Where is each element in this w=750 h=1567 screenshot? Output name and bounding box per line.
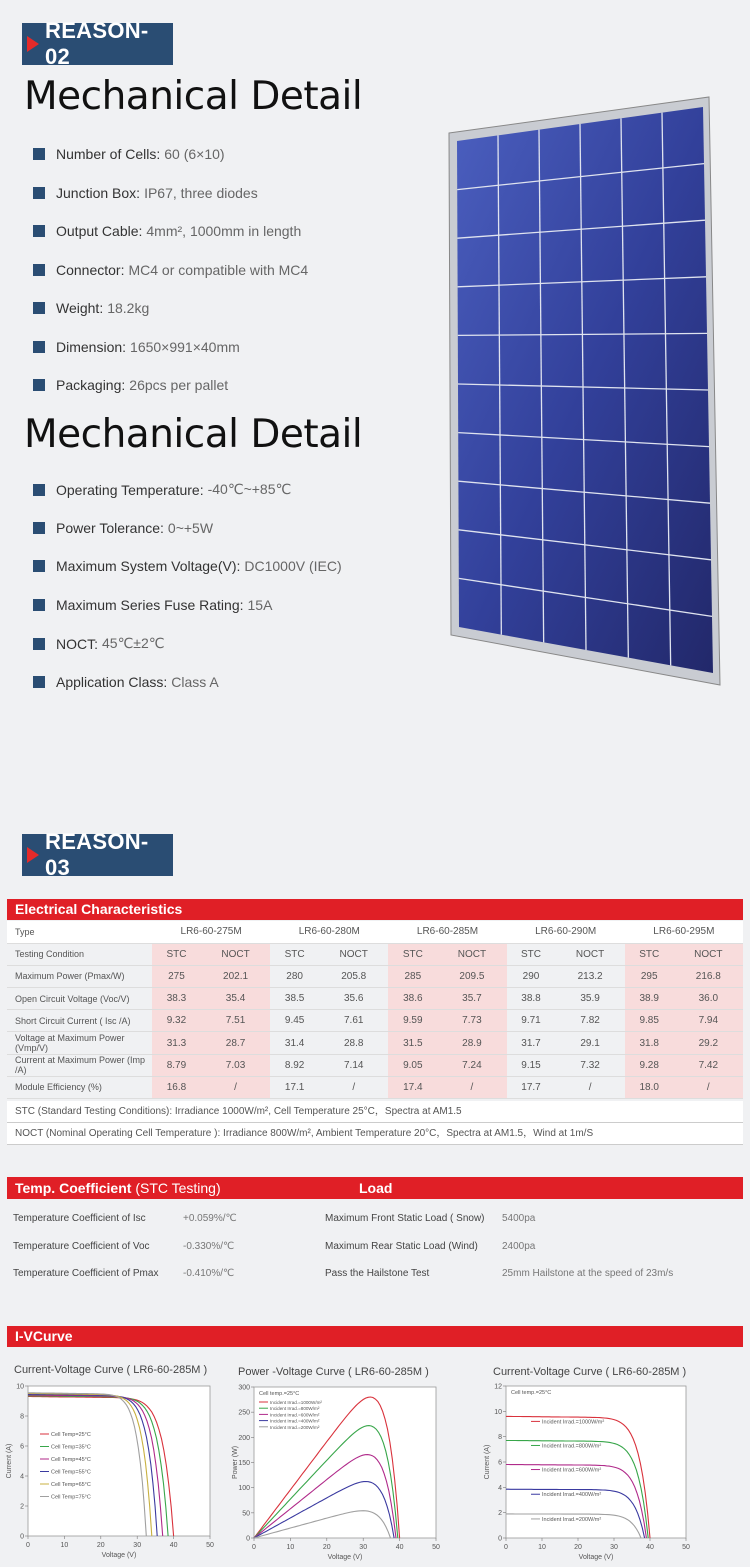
table-row (7, 1032, 743, 1054)
table-cell: 7.51 (201, 1010, 270, 1032)
table-cell: 38.5 (270, 988, 319, 1010)
temp-coef-label: Temperature Coefficient of Isc (13, 1213, 146, 1224)
table-cell: 290 (507, 965, 556, 987)
x-tick-label: 50 (432, 1544, 440, 1551)
bullet-icon (33, 302, 45, 314)
y-axis-label: Current (A) (6, 1443, 13, 1479)
legend-label: Incident Irrad.=200W/m² (542, 1516, 602, 1523)
spec-value: MC4 or compatible with MC4 (128, 261, 309, 278)
x-tick-label: 50 (682, 1544, 690, 1551)
table-cell: 18.0 (625, 1076, 674, 1098)
table-row (7, 988, 743, 1010)
x-tick-label: 0 (26, 1542, 30, 1549)
model-name: LR6-60-285M (388, 921, 506, 943)
bullet-icon (33, 187, 45, 199)
reason-02-badge (22, 18, 173, 69)
y-tick-label: 2 (498, 1510, 502, 1518)
table-cell: 35.6 (319, 988, 388, 1010)
x-tick-label: 40 (395, 1544, 404, 1551)
spec-value: 4mm², 1000mm in length (146, 223, 302, 239)
spec-label: Dimension: (56, 338, 127, 355)
table-cell: STC (625, 943, 674, 965)
y-tick-label: 6 (20, 1443, 24, 1451)
spec-value: IP67, three diodes (144, 184, 258, 201)
spec-item (33, 377, 228, 393)
bullet-icon (33, 148, 45, 160)
plot-area (506, 1386, 686, 1538)
spec-label: Maximum Series Fuse Rating: (56, 596, 244, 613)
table-cell: 17.1 (270, 1076, 319, 1098)
spec-item (33, 597, 272, 613)
y-tick-label: 150 (238, 1460, 250, 1467)
table-cell: 9.32 (152, 1010, 201, 1032)
x-tick-label: 50 (206, 1542, 214, 1549)
table-row (7, 943, 743, 965)
table-cell: 35.9 (555, 988, 624, 1010)
temp-coef-value: -0.410%/℃ (183, 1268, 235, 1279)
table-cell: NOCT (555, 943, 624, 965)
load-value: 25mm Hailstone at the speed of 23m/s (502, 1268, 674, 1279)
row-label: Module Efficiency (%) (7, 1076, 152, 1098)
reason-02-label: REASON- 02 (45, 18, 149, 69)
spec-value: Class A (171, 673, 219, 690)
table-cell: 8.79 (152, 1054, 201, 1076)
mechanical-detail-title-2: Mechanical Detail (24, 412, 363, 457)
table-cell: 205.8 (319, 965, 388, 987)
legend-label: Cell Temp=45°C (51, 1457, 91, 1463)
load-label: Maximum Rear Static Load (Wind) (325, 1240, 478, 1252)
spec-value: DC1000V (IEC) (244, 558, 342, 574)
load-title: Load (359, 1180, 393, 1196)
legend-label: Cell Temp=55°C (51, 1469, 91, 1476)
x-tick-label: 10 (60, 1542, 69, 1549)
spec-item (33, 300, 149, 316)
legend-label: Incident Irrad.=800W/m² (542, 1443, 602, 1450)
spec-item (33, 558, 342, 574)
table-cell: 17.4 (388, 1076, 437, 1098)
table-cell: STC (507, 943, 556, 965)
table-cell: 9.59 (388, 1010, 437, 1032)
bullet-icon (33, 379, 45, 391)
table-cell: 31.3 (152, 1032, 201, 1054)
bullet-icon (33, 560, 45, 572)
table-cell: 7.94 (674, 1010, 743, 1032)
row-label: Short Circuit Current ( Isc /A) (7, 1010, 152, 1032)
model-name: LR6-60-280M (270, 921, 388, 943)
table-cell: 216.8 (674, 965, 743, 987)
y-tick-label: 8 (498, 1434, 502, 1442)
spec-item (33, 339, 240, 355)
temp-coef-value: +0.059%/℃ (183, 1213, 237, 1224)
spec-label: Output Cable: (56, 223, 143, 239)
x-tick-label: 20 (574, 1544, 582, 1551)
table-cell: 209.5 (437, 965, 506, 987)
electrical-characteristics-header: Electrical Characteristics (7, 899, 743, 920)
spec-value: 45℃±2℃ (102, 635, 165, 651)
y-tick-label: 10 (494, 1408, 502, 1416)
spec-label: Junction Box: (56, 184, 141, 201)
spec-label: Connector: (56, 261, 125, 278)
reason-03-label: REASON- 03 (45, 829, 149, 880)
table-cell: / (555, 1076, 624, 1098)
y-tick-label: 8 (20, 1413, 24, 1421)
type-label: Type (7, 921, 152, 943)
temp-coef-label: Temperature Coefficient of Voc (13, 1240, 150, 1252)
table-cell: 285 (388, 965, 437, 987)
spec-label: NOCT: (56, 635, 98, 652)
table-cell: 28.7 (201, 1032, 270, 1054)
model-name: LR6-60-275M (152, 921, 270, 943)
row-label: Maximum Power (Pmax/W) (7, 965, 152, 987)
bullet-icon (33, 264, 45, 276)
table-cell: 7.14 (319, 1054, 388, 1076)
spec-value: 60 (6×10) (164, 146, 225, 162)
legend-label: Incident Irrad.=1000W/m² (542, 1419, 605, 1426)
iv-curve-header: I-VCurve (7, 1326, 743, 1347)
legend-label: Incident Irrad.=800W/m² (270, 1406, 320, 1412)
table-cell: 28.8 (319, 1032, 388, 1054)
chart-note: Cell temp.=25°C (511, 1390, 552, 1396)
table-cell: 38.3 (152, 988, 201, 1010)
reason-03-badge (22, 829, 173, 880)
legend-label: Cell Temp=35°C (51, 1444, 91, 1451)
legend-label: Incident Irrad.=1000W/m² (270, 1400, 322, 1405)
bullet-icon (33, 638, 45, 650)
table-cell: 9.05 (388, 1054, 437, 1076)
table-cell: 28.9 (437, 1032, 506, 1054)
x-tick-label: 30 (133, 1542, 142, 1549)
table-cell: 275 (152, 965, 201, 987)
spec-item (33, 262, 308, 278)
spec-label: Maximum System Voltage(V): (56, 558, 241, 574)
table-cell: 295 (625, 965, 674, 987)
load-value: 2400pa (502, 1240, 536, 1252)
y-axis-label: Current (A) (484, 1444, 491, 1480)
x-tick-label: 40 (646, 1544, 654, 1551)
y-tick-label: 4 (20, 1473, 24, 1481)
table-cell: 9.28 (625, 1054, 674, 1076)
arrow-icon (27, 847, 39, 863)
x-tick-label: 10 (286, 1544, 295, 1551)
spec-item (33, 674, 219, 690)
spec-item (33, 223, 301, 239)
spec-value: 18.2kg (107, 300, 150, 316)
table-cell: 38.9 (625, 988, 674, 1010)
table-cell: 31.7 (507, 1032, 556, 1054)
table-cell: 202.1 (201, 965, 270, 987)
row-label: Testing Condition (7, 943, 152, 965)
x-tick-label: 20 (322, 1544, 331, 1551)
spec-label: Power Tolerance: (56, 519, 164, 536)
table-cell: 9.15 (507, 1054, 556, 1076)
chart-power-voltage (228, 1380, 448, 1565)
spec-value: 1650×991×40mm (130, 338, 240, 355)
x-tick-label: 0 (504, 1544, 508, 1551)
y-tick-label: 10 (16, 1383, 24, 1391)
table-cell: NOCT (201, 943, 270, 965)
x-axis-label: Voltage (V) (578, 1554, 614, 1561)
table-cell: 7.73 (437, 1010, 506, 1032)
noct-note: NOCT (Nominal Operating Cell Temperature ): Irradiance 800W/m², Ambient Temperature 20°C，Spectra at AM1.5，Wind at 1m/S (7, 1123, 743, 1145)
spec-value: -40℃~+85℃ (207, 481, 292, 497)
x-tick-label: 40 (169, 1542, 178, 1549)
bullet-icon (33, 676, 45, 688)
table-cell: 29.2 (674, 1032, 743, 1054)
row-label: Voltage at Maximum Power (Vmp/V) (7, 1032, 152, 1054)
table-cell: 16.8 (152, 1076, 201, 1098)
table-cell: STC (152, 943, 201, 965)
table-cell: 9.45 (270, 1010, 319, 1032)
bullet-icon (33, 225, 45, 237)
temp-coefficient-title: Temp. Coefficient (15, 1180, 132, 1196)
spec-item (33, 146, 225, 162)
table-cell: 7.42 (674, 1054, 743, 1076)
x-axis-label: Voltage (V) (327, 1554, 363, 1561)
chart-note: Cell temp.=25°C (259, 1391, 300, 1397)
y-tick-label: 250 (238, 1409, 250, 1417)
legend-label: Incident Irrad.=400W/m² (270, 1418, 320, 1424)
spec-label: Weight: (56, 300, 104, 316)
table-cell: 9.71 (507, 1010, 556, 1032)
legend-label: Incident Irrad.=600W/m² (542, 1467, 602, 1474)
table-cell: STC (270, 943, 319, 965)
table-cell: 7.82 (555, 1010, 624, 1032)
y-tick-label: 200 (238, 1434, 250, 1442)
table-cell: 31.4 (270, 1032, 319, 1054)
mechanical-detail-title-1: Mechanical Detail (24, 74, 363, 119)
x-tick-label: 30 (359, 1544, 368, 1551)
table-cell: / (201, 1076, 270, 1098)
table-cell: / (437, 1076, 506, 1098)
bullet-icon (33, 522, 45, 534)
table-cell: 31.5 (388, 1032, 437, 1054)
chart3-title: Current-Voltage Curve ( LR6-60-285M ) (493, 1366, 687, 1378)
y-tick-label: 6 (498, 1459, 502, 1467)
y-tick-label: 2 (20, 1503, 24, 1511)
table-row (7, 1076, 743, 1098)
spec-item (33, 520, 213, 536)
table-cell: 29.1 (555, 1032, 624, 1054)
legend-label: Incident Irrad.=400W/m² (542, 1492, 602, 1499)
spec-value: 26pcs per pallet (129, 377, 229, 393)
y-tick-label: 100 (238, 1485, 250, 1493)
model-name: LR6-60-290M (507, 921, 625, 943)
temp-coefficient-header (7, 1177, 743, 1199)
row-label: Open Circuit Voltage (Voc/V) (7, 988, 152, 1010)
x-tick-label: 30 (610, 1544, 618, 1551)
spec-value: 15A (247, 596, 273, 613)
table-cell: NOCT (319, 943, 388, 965)
table-cell: 7.61 (319, 1010, 388, 1032)
table-cell: / (674, 1076, 743, 1098)
chart-current-voltage-temp (4, 1378, 224, 1563)
table-cell: 8.92 (270, 1054, 319, 1076)
table-cell: 31.8 (625, 1032, 674, 1054)
table-cell: 38.6 (388, 988, 437, 1010)
chart1-title: Current-Voltage Curve ( LR6-60-285M ) (14, 1364, 208, 1376)
table-cell: 35.7 (437, 988, 506, 1010)
solar-panel-image (437, 95, 727, 695)
legend-label: Incident Irrad.=600W/m² (270, 1412, 320, 1418)
table-cell: 7.24 (437, 1054, 506, 1076)
table-row (7, 1010, 743, 1032)
spec-label: Packaging: (56, 377, 126, 393)
row-label: Current at Maximum Power (Imp /A) (7, 1054, 152, 1076)
spec-item (33, 635, 165, 652)
spec-item (33, 481, 291, 498)
table-cell: / (319, 1076, 388, 1098)
table-cell: 35.4 (201, 988, 270, 1010)
bullet-icon (33, 484, 45, 496)
y-tick-label: 50 (242, 1510, 250, 1518)
table-cell: 7.03 (201, 1054, 270, 1076)
table-row (7, 965, 743, 987)
spec-item (33, 185, 258, 201)
load-label: Maximum Front Static Load ( Snow) (325, 1213, 485, 1224)
spec-label: Application Class: (56, 673, 168, 690)
temp-coef-value: -0.330%/℃ (183, 1240, 235, 1252)
legend-label: Cell Temp=25°C (51, 1432, 91, 1438)
chart2-title: Power -Voltage Curve ( LR6-60-285M ) (238, 1366, 429, 1378)
y-axis-label: Power (W) (232, 1445, 239, 1480)
y-tick-label: 0 (246, 1535, 250, 1543)
y-tick-label: 300 (238, 1384, 250, 1392)
table-cell: 213.2 (555, 965, 624, 987)
stc-note: STC (Standard Testing Conditions): Irradiance 1000W/m², Cell Temperature 25°C，Spectra at AM1.5 (7, 1101, 743, 1123)
table-cell: 7.32 (555, 1054, 624, 1076)
arrow-icon (27, 36, 39, 52)
x-axis-label: Voltage (V) (101, 1552, 137, 1559)
y-tick-label: 0 (498, 1535, 502, 1543)
model-name: LR6-60-295M (625, 921, 743, 943)
bullet-icon (33, 341, 45, 353)
legend-label: Incident Irrad.=200W/m² (270, 1424, 320, 1430)
y-tick-label: 12 (494, 1383, 502, 1391)
bullet-icon (33, 599, 45, 611)
table-cell: 280 (270, 965, 319, 987)
spec-label: Number of Cells: (56, 146, 161, 162)
table-header-row (7, 921, 743, 943)
table-cell: 17.7 (507, 1076, 556, 1098)
table-cell: 36.0 (674, 988, 743, 1010)
y-tick-label: 0 (20, 1533, 24, 1541)
legend-label: Cell Temp=65°C (51, 1482, 91, 1488)
spec-label: Operating Temperature: (56, 481, 204, 498)
chart-current-voltage-irradiance (482, 1380, 697, 1565)
table-cell: NOCT (437, 943, 506, 965)
table-cell: 9.85 (625, 1010, 674, 1032)
load-value: 5400pa (502, 1213, 536, 1224)
temp-coef-label: Temperature Coefficient of Pmax (13, 1268, 159, 1279)
x-tick-label: 10 (538, 1544, 546, 1551)
table-cell: STC (388, 943, 437, 965)
table-cell: NOCT (674, 943, 743, 965)
y-tick-label: 4 (498, 1484, 502, 1492)
x-tick-label: 20 (96, 1542, 105, 1549)
load-label: Pass the Hailstone Test (325, 1268, 430, 1279)
x-tick-label: 0 (252, 1544, 256, 1551)
table-row (7, 1054, 743, 1076)
temp-coefficient-subtitle: (STC Testing) (135, 1180, 221, 1196)
spec-value: 0~+5W (167, 519, 214, 536)
table-cell: 38.8 (507, 988, 556, 1010)
legend-label: Cell Temp=75°C (51, 1494, 91, 1501)
electrical-table (7, 921, 743, 1099)
